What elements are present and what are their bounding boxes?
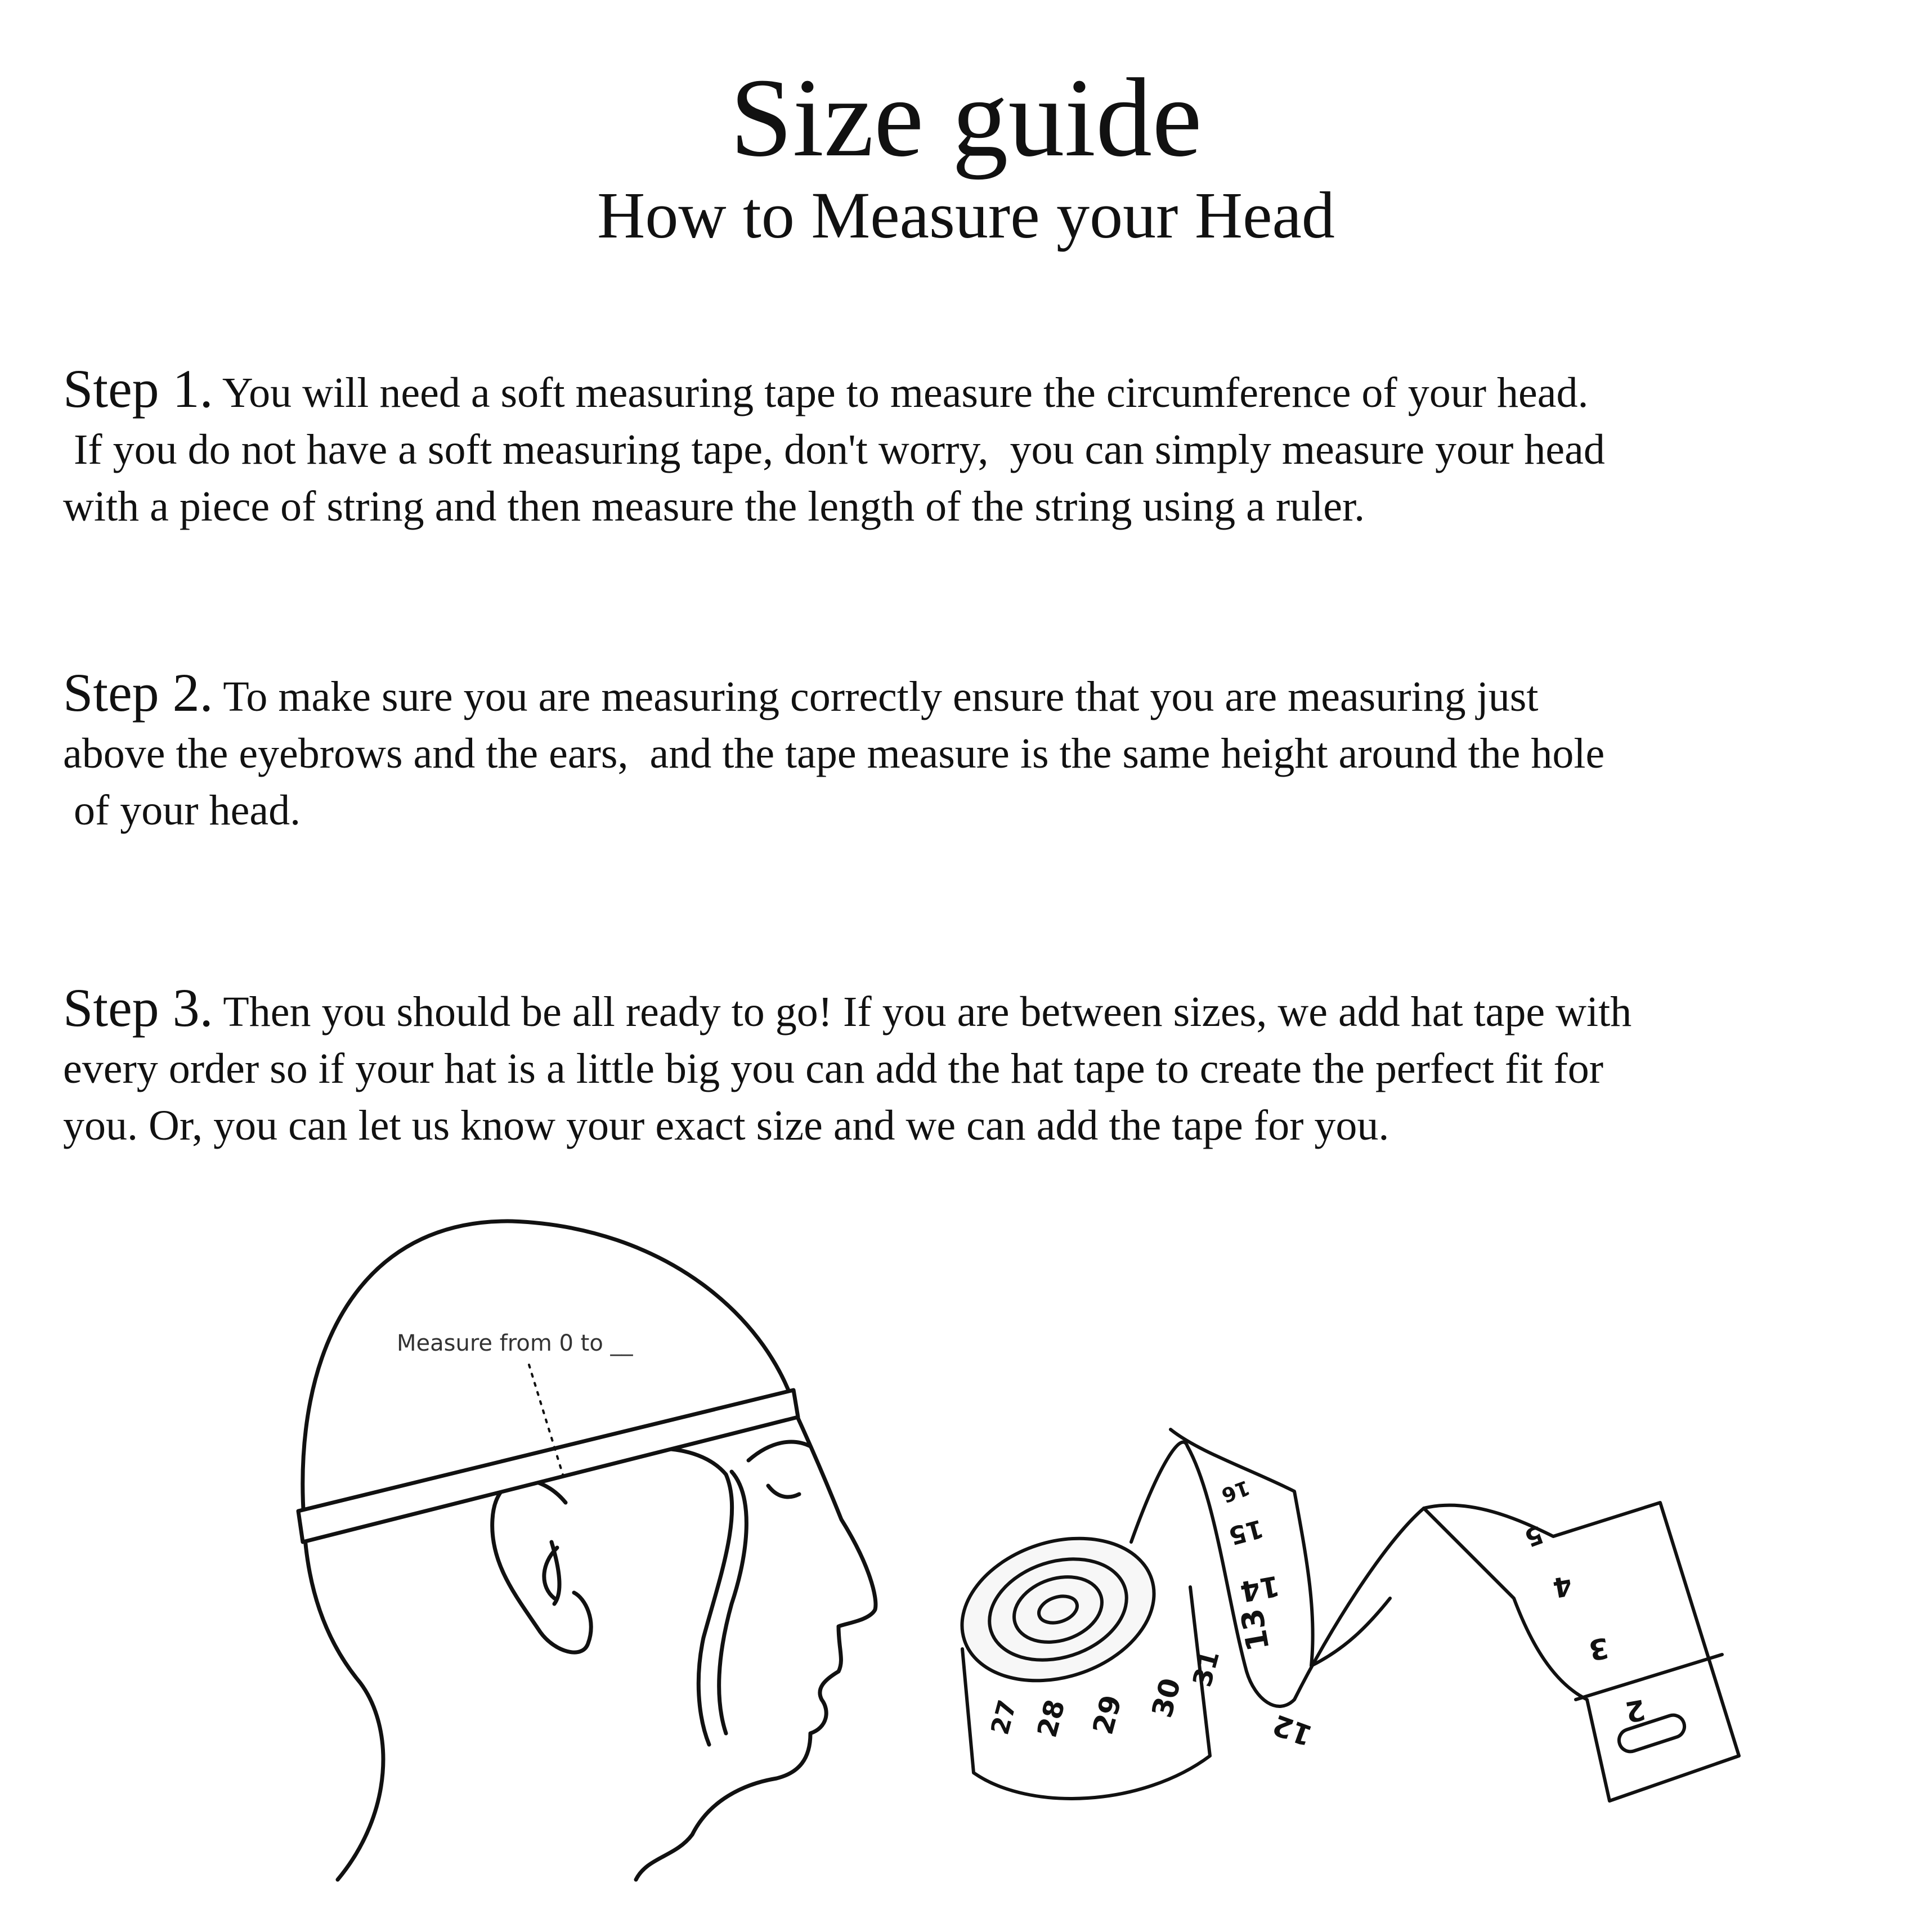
step-1-line-2: If you do not have a soft measuring tape, don't worry, you can simply measure your head <box>63 426 1605 473</box>
tape-number: 16 <box>1218 1475 1253 1507</box>
head-measure-label: Measure from 0 to __ <box>397 1330 633 1356</box>
step-2-line-2: above the eyebrows and the ears, and the tape measure is the same height around the hole <box>63 730 1605 777</box>
step-2-line-1: To make sure you are measuring correctly ensure that you are measuring just <box>213 673 1539 720</box>
step-2-label: Step 2. <box>63 662 213 723</box>
step-3 <box>63 979 1898 1154</box>
tape-number: 3 <box>1586 1631 1611 1667</box>
step-2-line-3: of your head. <box>63 787 301 834</box>
step-1-line-1: You will need a soft measuring tape to measure the circumference of your head. <box>213 369 1589 416</box>
page-subtitle: How to Measure your Head <box>597 178 1335 252</box>
tape-number: 5 <box>1521 1519 1547 1553</box>
tape-number: 28 <box>1031 1696 1072 1741</box>
measurement-illustration <box>0 1204 1932 1930</box>
tape-number: 27 <box>985 1697 1023 1738</box>
step-3-line-1: Then you should be all ready to go! If you are between sizes, we add hat tape with <box>213 988 1632 1036</box>
step-2 <box>63 664 1898 839</box>
tape-number: 12 <box>1268 1707 1317 1752</box>
tape-number: 13 <box>1234 1606 1276 1654</box>
step-3-line-2: every order so if your hat is a little big you can add the hat tape to create the perfect fit for <box>63 1045 1604 1092</box>
tape-number: 4 <box>1550 1569 1575 1604</box>
step-1-label: Step 1. <box>63 358 213 419</box>
tape-number: 31 <box>1186 1647 1226 1690</box>
tape-number: 2 <box>1622 1693 1648 1729</box>
tape-number: 29 <box>1086 1691 1128 1738</box>
step-3-label: Step 3. <box>63 978 213 1038</box>
tape-number: 15 <box>1226 1513 1267 1550</box>
tape-number: 14 <box>1238 1569 1282 1608</box>
step-3-line-3: you. Or, you can let us know your exact size and we can add the tape for you. <box>63 1102 1389 1149</box>
step-1-line-3: with a piece of string and then measure the length of the string using a ruler. <box>63 483 1365 530</box>
head-profile-illustration <box>298 1221 876 1880</box>
tape-number: 30 <box>1145 1674 1187 1722</box>
step-1 <box>63 360 1898 535</box>
page-title: Size guide <box>730 56 1202 180</box>
tape-measure-illustration <box>943 1429 1739 1801</box>
